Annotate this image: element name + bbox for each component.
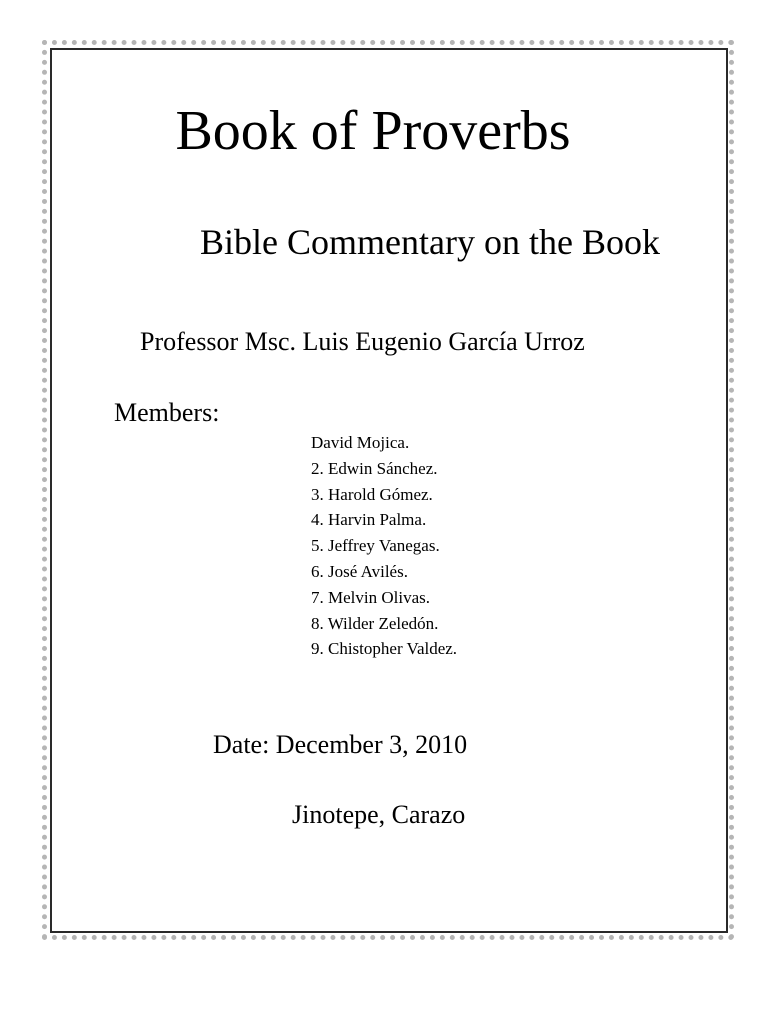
member-item: 4. Harvin Palma. [311,510,427,530]
member-item: 8. Wilder Zeledón. [311,613,439,633]
members-list [311,430,457,662]
document-date: Date: December 3, 2010 [213,730,468,759]
professor-name: Professor Msc. Luis Eugenio García Urroz [140,327,585,356]
member-item: 2. Edwin Sánchez. [311,458,438,478]
member-item: 7. Melvin Olivas. [311,587,430,607]
member-item: David Mojica. [311,433,410,452]
members-heading: Members: [114,398,220,427]
document-place: Jinotepe, Carazo [292,800,466,829]
member-item: 3. Harold Gómez. [311,484,433,504]
member-item: 6. José Avilés. [311,561,408,581]
document-title: Book of Proverbs [175,100,571,162]
member-item: 9. Chistopher Valdez. [311,639,458,659]
document-subtitle: Bible Commentary on the Book [200,222,660,262]
member-item: 5. Jeffrey Vanegas. [311,536,440,556]
